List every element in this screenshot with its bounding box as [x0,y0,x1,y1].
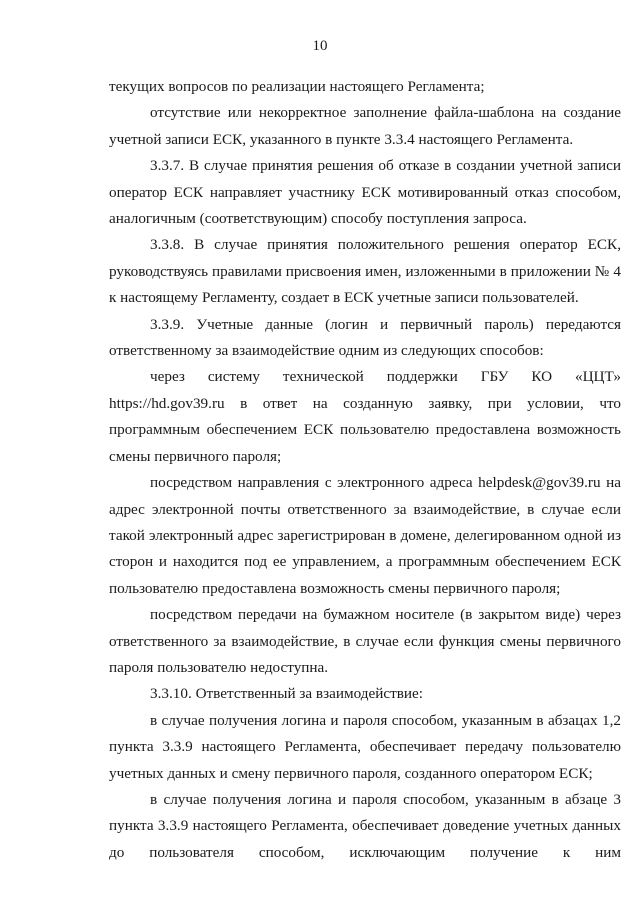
paragraph-3-3-10: 3.3.10. Ответственный за взаимодействие: [150,685,423,703]
paragraph-responsible-case-1: в случае получения логина и пароля способом, указанным в абзацах 1,2 пункта 3.3.9 настоящего Регламента, обеспечивает передачу пользователю учетных данных и смену первичного пароля, созданного оператором ЕСК; [109,711,621,782]
paragraph-responsible-case-2: в случае получения логина и пароля способом, указанным в абзаце 3 пункта 3.3.9 настоящего Регламента, обеспечивает доведение учетных данных до пользователя способом, исключающим получение к ним [109,790,621,861]
paragraph-template-missing: отсутствие или некорректное заполнение файла-шаблона на создание учетной записи ЕСК, указанного в пункте 3.3.4 настоящего Регламента. [109,104,621,148]
paragraph-method-paper: посредством передачи на бумажном носителе (в закрытом виде) через ответственного за взаимодействие, в случае если функция смены первичного пароля пользователю недоступна. [109,606,621,676]
paragraph-3-3-8: 3.3.8. В случае принятия положительного решения оператор ЕСК, руководствуясь правилами присвоения имен, изложенными в приложении № 4 к настоящему Регламенту, создает в ЕСК учетные записи пользователей. [109,236,621,307]
paragraph-3-3-7: 3.3.7. В случае принятия решения об отказе в создании учетной записи оператор ЕСК направляет участнику ЕСК мотивированный отказ способом, аналогичным (соответствующим) способу поступления запроса. [109,157,621,228]
paragraph-3-3-9: 3.3.9. Учетные данные (логин и первичный пароль) передаются ответственному за взаимодействие одним из следующих способов: [109,315,621,360]
paragraph-method-email: посредством направления с электронного адреса helpdesk@gov39.ru на адрес электронной почты ответственного за взаимодействие, в случае если такой электронный адрес зарегистрирован в домене, делегированном одной из сторон и находится под ее управлением, а программным обеспечением ЕСК пользователю предоставлена возможность смены первичного пароля; [109,474,621,597]
document-body [109,74,621,866]
paragraph-continuation: текущих вопросов по реализации настоящего Регламента; [109,78,485,95]
paragraph-method-support-system: через систему технической поддержки ГБУ КО «ЦЦТ» https://hd.gov39.ru в ответ на созданную заявку, при условии, что программным обеспечением ЕСК пользователю предоставлена возможность смены первичного пароля; [109,368,621,465]
page-number: 10 [312,38,328,54]
